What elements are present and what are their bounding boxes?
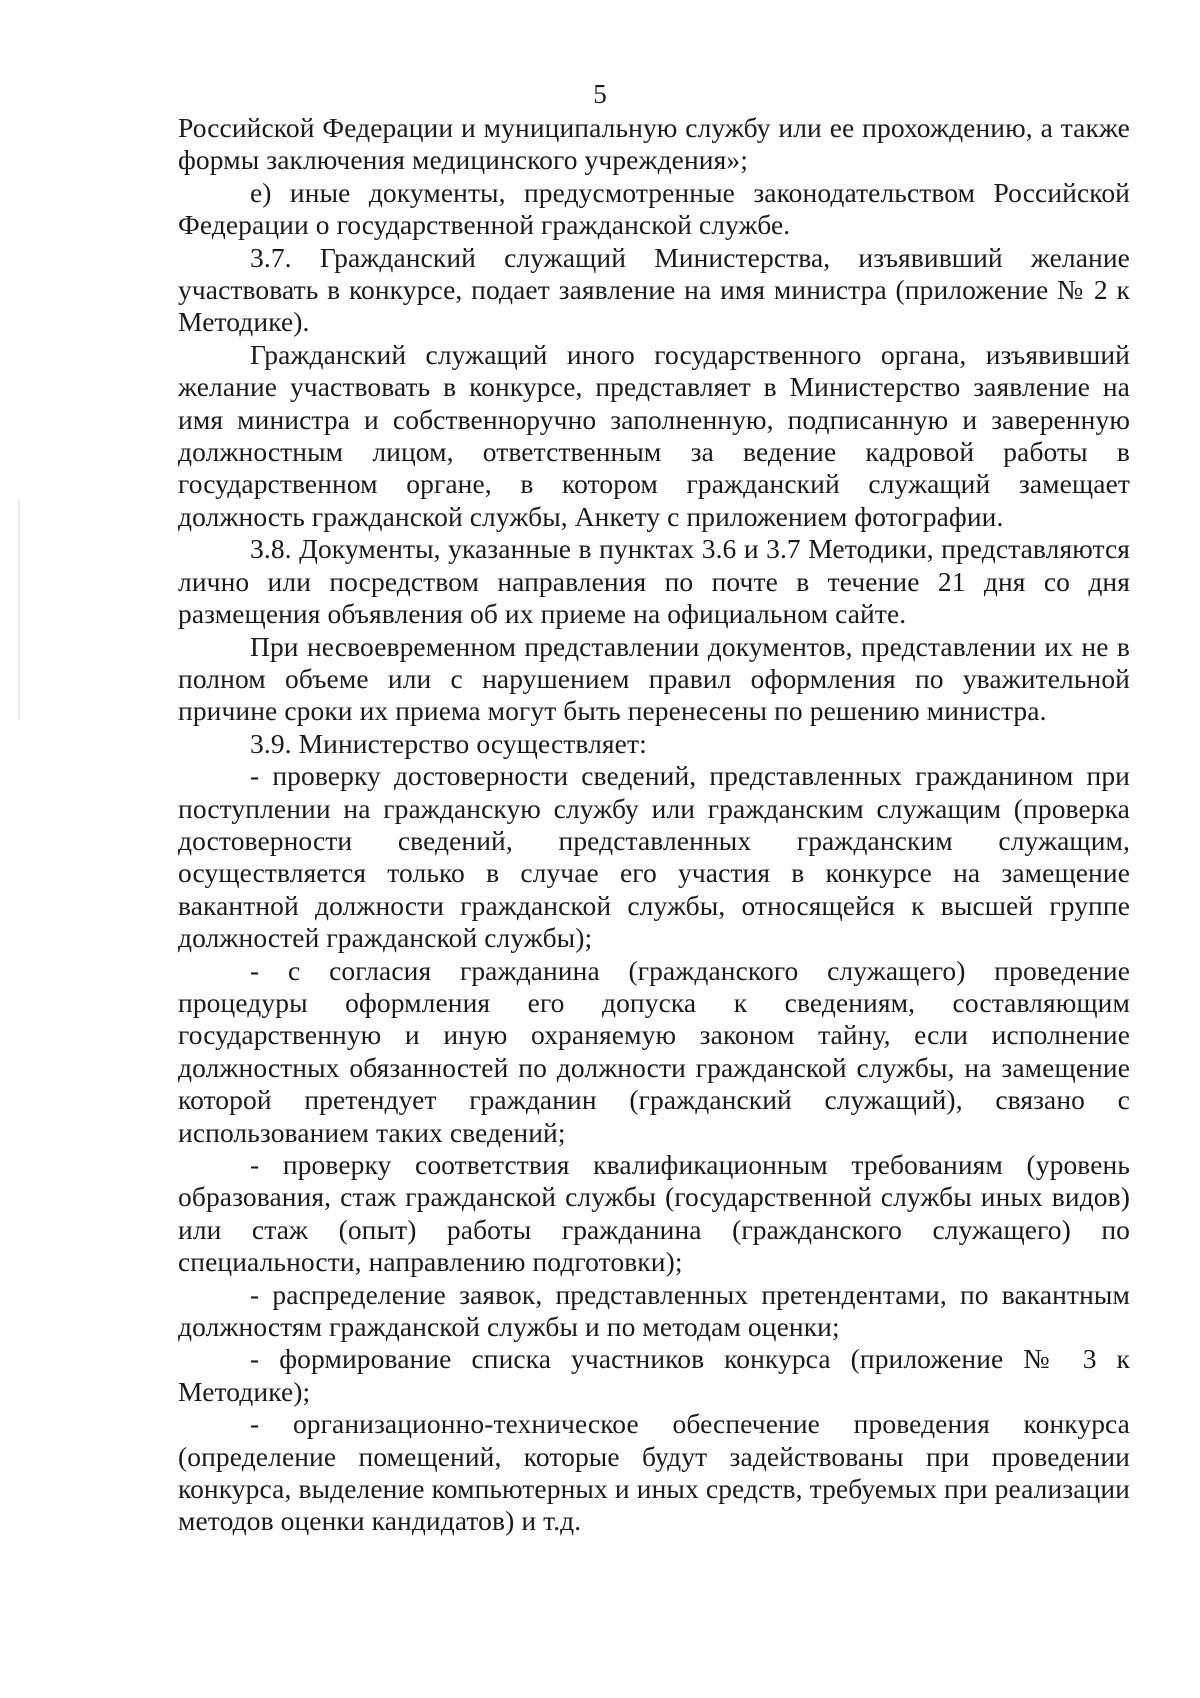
paragraph-3-8: 3.8. Документы, указанные в пунктах 3.6 и 3.7 Методики, представляются лично или посредством направления по почте в течение 21 дня со дня размещения объявления об их приеме на официальном сайте. [178,533,1130,630]
list-item-clearance: - с согласия гражданина (гражданского служащего) проведение процедуры оформления его допуска к сведениям, составляющим государственную и иную охраняемую законом тайну, если исполнение должностных обязанностей по должности гражданской службы, на замещение которой претендует гражданин (гражданский служащий), связано с использованием таких сведений; [178,954,1130,1148]
list-item-verification: - проверку достоверности сведений, представленных гражданином при поступлении на гражданскую службу или гражданским служащим (проверка достоверности сведений, представленных гражданским служащим, осуществляется только в случае его участия в конкурсе на замещение вакантной должности гражданской службы, относящейся к высшей группе должностей гражданской службы); [178,760,1130,954]
list-item-distribution: - распределение заявок, представленных претендентами, по вакантным должностям гражданской службы и по методам оценки; [178,1278,1130,1343]
paragraph-3-9: 3.9. Министерство осуществляет: [250,727,647,759]
paragraph-item-e: е) иные документы, предусмотренные законодательством Российской Федерации о государственной гражданской службе. [178,176,1130,241]
paragraph-late-submission: При несвоевременном представлении документов, представлении их не в полном объеме или с нарушением правил оформления по уважительной причине сроки их приема могут быть перенесены по решению министра. [178,630,1130,727]
list-item-qualification-check: - проверку соответствия квалификационным требованиям (уровень образования, стаж гражданской службы (государственной службы иных видов) или стаж (опыт) работы гражданина (гражданского служащего) по специальности, направлению подготовки); [178,1149,1130,1278]
list-item-technical-support: - организационно-техническое обеспечение проведения конкурса (определение помещений, которые будут задействованы при проведении конкурса, выделение компьютерных и иных средств, требуемых при реализации методов оценки кандидатов) и т.д. [178,1408,1130,1537]
scan-edge-mark [18,500,20,720]
paragraph-continuation: Российской Федерации и муниципальную службу или ее прохождению, а также формы заключения медицинского учреждения»; [178,112,1130,176]
list-item-participant-list: - формирование списка участников конкурса (приложение № 3 к Методике); [178,1343,1130,1407]
page-number: 5 [593,79,607,109]
paragraph-other-agency: Гражданский служащий иного государственного органа, изъявивший желание участвовать в конкурсе, представляет в Министерство заявление на имя министра и собственноручно заполненную, подписанную и заверенную должностным лицом, ответственным за ведение кадровой работы в государственном органе, в котором гражданский служащий замещает должность гражданской службы, Анкету с приложением фотографии. [178,338,1130,532]
paragraph-3-7: 3.7. Гражданский служащий Министерства, изъявивший желание участвовать в конкурсе, подает заявление на имя министра (приложение № 2 к Методике). [178,241,1130,338]
document-body [178,112,1130,1538]
